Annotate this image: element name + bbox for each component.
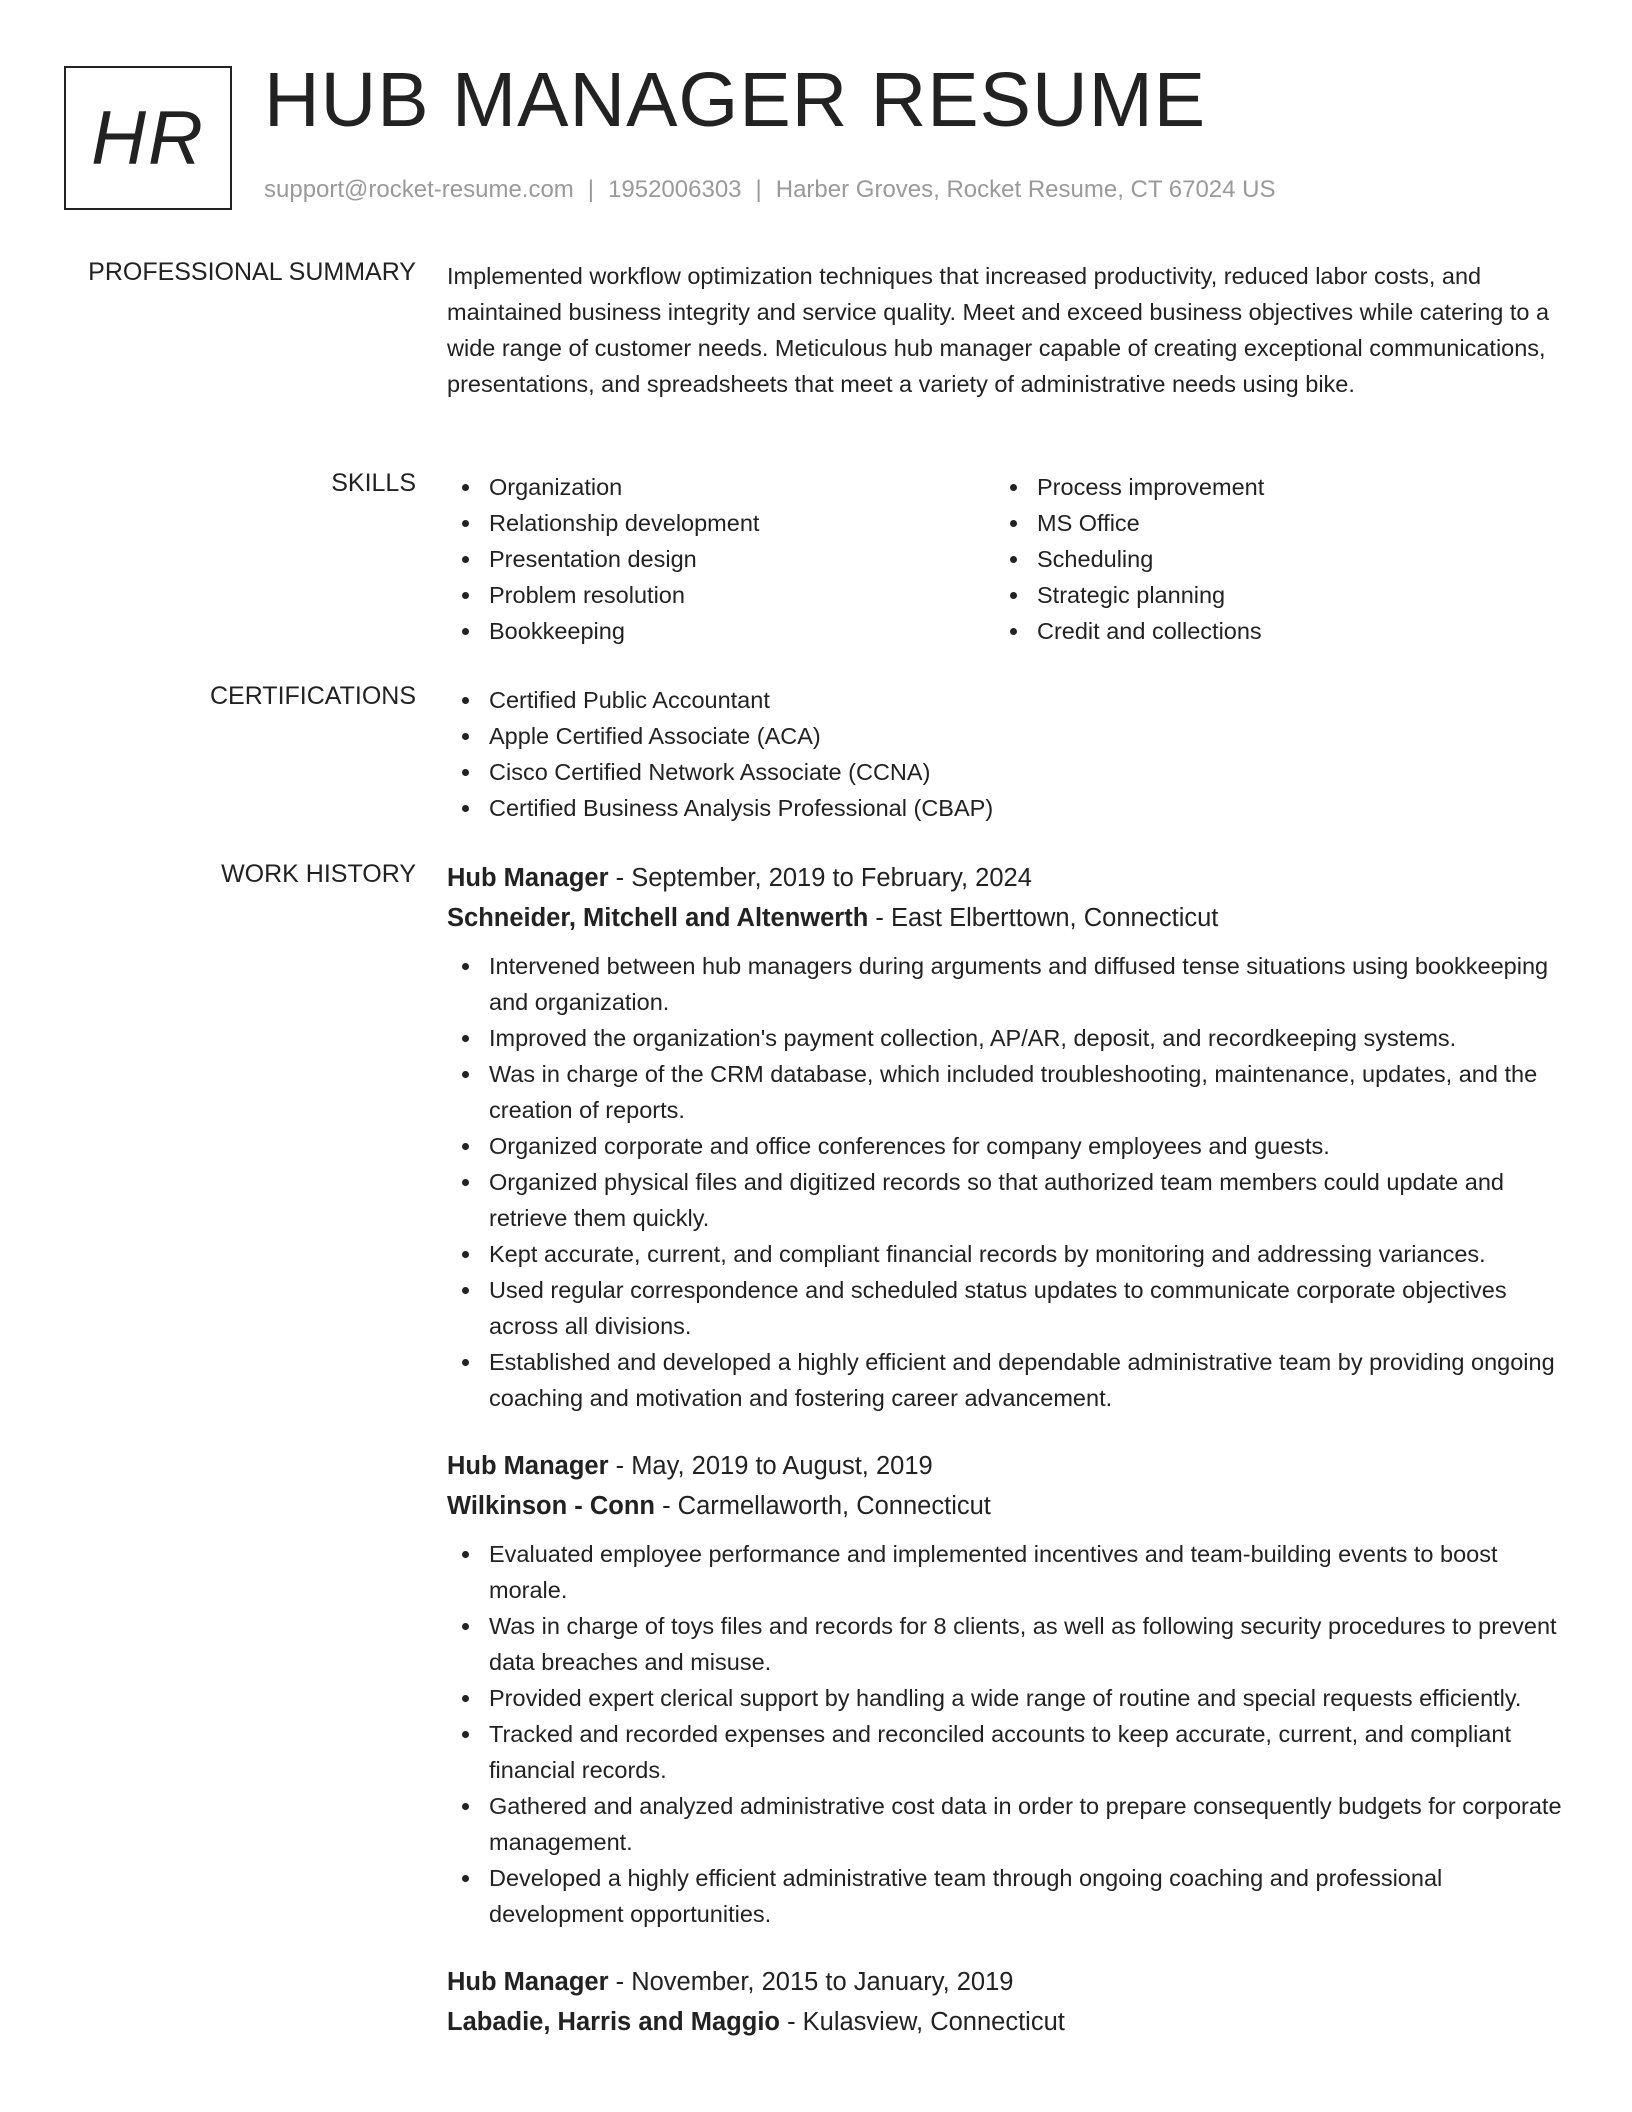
skill-item: Bookkeeping: [445, 613, 993, 649]
page-title: HUB MANAGER RESUME: [264, 57, 1207, 143]
job-dates: - November, 2015 to January, 2019: [608, 1968, 1014, 1996]
summary-heading: PROFESSIONAL SUMMARY: [88, 258, 416, 286]
skills-body: [445, 469, 1565, 649]
job-title: Hub Manager: [447, 1452, 609, 1480]
job-location: - Carmellaworth, Connecticut: [655, 1492, 991, 1520]
job-bullet: Was in charge of toys files and records for 8 clients, as well as following security procedures to prevent data breaches and misuse.: [445, 1608, 1567, 1680]
job-bullet: Intervened between hub managers during arguments and diffused tense situations using bookkeeping and organization.: [445, 948, 1567, 1020]
job-title: Hub Manager: [447, 864, 609, 892]
job-company-line: [447, 898, 1567, 938]
job-bullet: Evaluated employee performance and implemented incentives and team-building events to boost morale.: [445, 1536, 1567, 1608]
skill-item: Relationship development: [445, 505, 993, 541]
job-dates: - September, 2019 to February, 2024: [608, 864, 1032, 892]
job-company: Wilkinson - Conn: [447, 1492, 655, 1520]
skill-item: Process improvement: [993, 469, 1541, 505]
job-location: - Kulasview, Connecticut: [779, 2008, 1065, 2036]
skills-list-right: [993, 469, 1541, 649]
job-location: - East Elberttown, Connecticut: [868, 904, 1219, 932]
job-bullet: Organized corporate and office conferences for company employees and guests.: [445, 1128, 1567, 1164]
skill-item: Scheduling: [993, 541, 1541, 577]
job-bullet: Organized physical files and digitized records so that authorized team members could update and retrieve them quickly.: [445, 1164, 1567, 1236]
job-bullet: Improved the organization's payment collection, AP/AR, deposit, and recordkeeping systems.: [445, 1020, 1567, 1056]
contact-address: Harber Groves, Rocket Resume, CT 67024 US: [775, 176, 1276, 203]
job-company-line: [447, 2002, 1567, 2042]
certifications-list: [445, 682, 1565, 826]
job-entry: [447, 858, 1567, 1416]
job-company-line: [447, 1486, 1567, 1526]
job-bullet: Developed a highly efficient administrative team through ongoing coaching and professional development opportunities.: [445, 1860, 1567, 1932]
job-company: Labadie, Harris and Maggio: [447, 2008, 780, 2036]
contact-separator: |: [587, 176, 595, 203]
contact-email: support@rocket-resume.com: [264, 176, 574, 203]
certification-item: Certified Business Analysis Professional (CBAP): [445, 790, 1565, 826]
job-title-line: [447, 1446, 1567, 1486]
contact-phone: 1952006303: [608, 176, 742, 203]
job-bullet: Was in charge of the CRM database, which included troubleshooting, maintenance, updates, and the creation of reports.: [445, 1056, 1567, 1128]
contact-separator: |: [755, 176, 762, 203]
certification-item: Cisco Certified Network Associate (CCNA): [445, 754, 1565, 790]
job-bullet: Established and developed a highly efficient and dependable administrative team by providing ongoing coaching and motivation and fostering career advancement.: [445, 1344, 1567, 1416]
job-title-line: [447, 858, 1567, 898]
job-bullets: [445, 948, 1567, 1416]
job-bullet: Gathered and analyzed administrative cost data in order to prepare consequently budgets for corporate management.: [445, 1788, 1567, 1860]
monogram-box: [64, 66, 232, 210]
job-bullet: Kept accurate, current, and compliant financial records by monitoring and addressing variances.: [445, 1236, 1567, 1272]
job-bullet: Provided expert clerical support by handling a wide range of routine and special requests efficiently.: [445, 1680, 1567, 1716]
job-title-line: [447, 1962, 1567, 2002]
job-title: Hub Manager: [447, 1968, 609, 1996]
summary-text: Implemented workflow optimization techniques that increased productivity, reduced labor costs, and maintained business integrity and service quality. Meet and exceed business objectives while catering to a wide range of customer needs. Meticulous hub manager capable of creating exceptional communications, presentations, and spreadsheets that meet a variety of administrative needs using bike.: [447, 263, 1550, 397]
monogram-initials: HR: [91, 95, 205, 181]
job-bullet: Tracked and recorded expenses and reconciled accounts to keep accurate, current, and compliant financial records.: [445, 1716, 1567, 1788]
job-bullet: Used regular correspondence and scheduled status updates to communicate corporate objectives across all divisions.: [445, 1272, 1567, 1344]
certification-item: Apple Certified Associate (ACA): [445, 718, 1565, 754]
job-company: Schneider, Mitchell and Altenwerth: [447, 904, 869, 932]
job-dates: - May, 2019 to August, 2019: [608, 1452, 933, 1480]
job-entry: [447, 1962, 1567, 2042]
job-entry: [447, 1446, 1567, 1932]
skill-item: Presentation design: [445, 541, 993, 577]
skills-heading: SKILLS: [331, 469, 416, 497]
work-history-heading: WORK HISTORY: [221, 860, 416, 888]
contact-line: [264, 176, 1276, 204]
skills-list-left: [445, 469, 993, 649]
certifications-body: [445, 682, 1565, 826]
skill-item: Strategic planning: [993, 577, 1541, 613]
certifications-heading: CERTIFICATIONS: [209, 682, 416, 710]
skill-item: Credit and collections: [993, 613, 1541, 649]
skill-item: MS Office: [993, 505, 1541, 541]
certification-item: Certified Public Accountant: [445, 682, 1565, 718]
work-history-body: [447, 858, 1567, 2072]
job-bullets: [445, 1536, 1567, 1932]
skill-item: Problem resolution: [445, 577, 993, 613]
skill-item: Organization: [445, 469, 993, 505]
